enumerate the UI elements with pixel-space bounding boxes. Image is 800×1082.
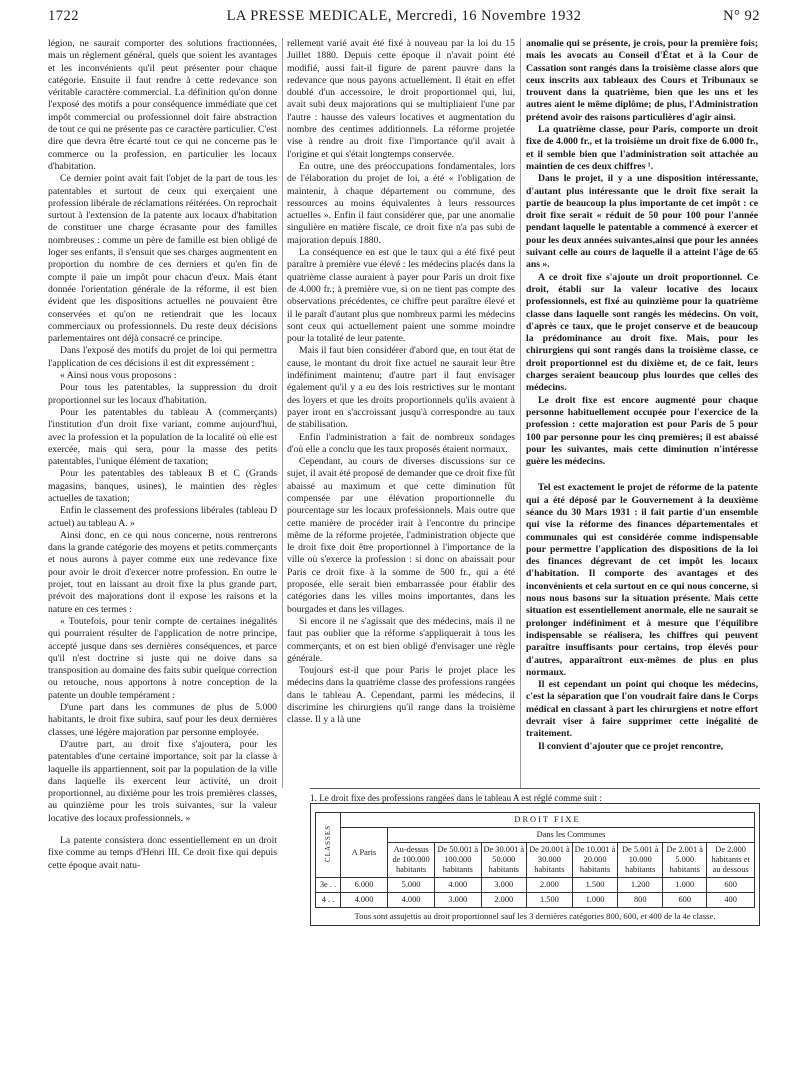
column-header: De 50.001 à 100.000 habitants bbox=[435, 843, 481, 878]
table-cell: 600 bbox=[663, 893, 707, 908]
column-1 bbox=[48, 38, 277, 872]
paragraph: Toujours est-il que pour Paris le projet place les médecins dans la quatrième classe des professions rangées dans le tableau A. Cependant, parmi les médecins, il discrimine les chirurgiens qu'il range dans la troisième classe. Il y a là une bbox=[287, 665, 515, 726]
table-note: Tous sont assujettis au droit proportionnel sauf les 3 dernières catégories 800, 600, et 400 de la 4e classe. bbox=[354, 911, 716, 921]
paragraph: Ce dernier point avait fait l'objet de la part de tous les patentables et surtout de ceux qui exerçaient une profession libérale de réclamations réitérées. On reprochait surtout à l'extension de la patente aux locaux d'habitation de constituer une charge écrasante pour des familles nombreuses : comme un père de famille est bien obligé de loger ses enfants, il s'ensuit que ses charges augmentent en proportion du nombre de ces derniers et qu'en fin de compte il paie un impôt pour chacun d'eux. Mais étant donnée l'orientation générale de la réforme, il est bien évident que les dispositions actuelles ne pouvaient être conservées et qu'on ne retiendrait que les locaux commerciaux ou professionnels. Du reste deux décisions parlementaires ont déjà consacré ce principe. bbox=[48, 173, 277, 345]
paris-header: A Paris bbox=[341, 828, 388, 878]
paragraph: Dans le projet, il y a une disposition intéressante, d'autant plus intéressante que le droit fixe serait la partie de beaucoup la plus importante de cet impôt : ce droit fixe serait « réduit de 50 pour 100 pour l'année pendant laquelle le patentable a commencé à exercer et pour les deux années suivantes,ainsi que pour les années suivant celle au cours de laquelle il a atteint l'âge de 65 ans ». bbox=[526, 173, 758, 271]
paragraph: « Toutefois, pour tenir compte de certaines inégalités qui pourraient résulter de l'application de notre principe, accepté jusque dans ses dernières conséquences, et parce qu'il n'est doctrine si juste qui ne doive dans sa transposition au domaine des faits subir quelque correction ou retouche, nous apportons à notre conception de la patente un double tempérament : bbox=[48, 615, 277, 701]
paragraph: « Ainsi nous vous proposons : bbox=[60, 370, 177, 382]
table-cell: 1.200 bbox=[618, 878, 663, 893]
paragraph: Mais il faut bien considérer d'abord que, en tout état de cause, le montant du droit fixe actuel ne saurait leur être indéfiniment maintenu; d'autre part il faut envisager également qu'il y a eu des lois restrictives sur le montant des loyers et que les droits proportionnels qu'ils avaient à payer iront en s'accroissant jusqu'à correspondre au taux de stabilisation. bbox=[287, 345, 515, 431]
column-3 bbox=[526, 38, 758, 753]
paragraph: Cependant, au cours de diverses discussions sur ce sujet, il avait été proposé de demander que ce droit fixe fût abaissé au maximum et que cette diminution fût compensée par une élévation proportionnelle du pourcentage sur les locaux professionnels. Mais outre que cette manière de procéder irait à l'encontre du principe même de la réforme projetée, l'administration objecte que le droit fixe doit être proportionnel à l'importance de la ville où s'exerce la profession : si donc on abaissait pour Paris ce droit fixe à la somme de 500 fr., qui a été proposée, elle serait bien embarrassée pour établir des catégories dans les villes moins importantes, dans les bourgades et dans les villages. bbox=[287, 456, 515, 615]
paragraph: rellement varié avait été fixé à nouveau par la loi du 15 Juillet 1880. Depuis cette époque il n'avait point été modifié, aussi fait-il figure de parent pauvre dans la redevance que nous payons actuellement. Il était en effet doublé d'un accessoire, le droit proportionnel qui, lui, avait subi deux majorations qui se multipliaient l'une par l'autre : hausse des valeurs locatives et augmentation du nombre des centimes additionnels. La réforme projetée vise à rendre au droit fixe l'importance qu'il avait à l'origine et qui s'était longtemps conservée. bbox=[287, 38, 515, 160]
paragraph: Enfin l'administration a fait de nombreux sondages d'où elle a conclu que les taux proposés étaient normaux. bbox=[287, 431, 515, 455]
column-divider bbox=[520, 38, 521, 788]
paragraph: D'une part dans les communes de plus de 5.000 habitants, le droit fixe subira, sauf pour les deux dernières classes, une légère majoration par personne employée. bbox=[48, 702, 277, 738]
table-cell: 1.000 bbox=[663, 878, 707, 893]
page-header bbox=[48, 8, 760, 30]
communes-header: Dans les Communes bbox=[388, 828, 755, 843]
table-cell: 4.000 bbox=[388, 893, 435, 908]
paragraph: Pour les patentables du tableau A (commerçants) l'institution d'un droit fixe variant, comme aujourd'hui, avec la profession et la population de la localité où elle est exercée, mais qui sera, pour la masse des petits patentables, l'unique élément de taxation; bbox=[48, 406, 277, 468]
paragraph: Il convient d'ajouter que ce projet rencontre, bbox=[538, 740, 724, 752]
table-cell: 1.500 bbox=[572, 878, 618, 893]
page-number: 1722 bbox=[48, 8, 79, 24]
footnote-text: 1. Le droit fixe des professions rangées dans le tableau A est réglé comme suit : bbox=[310, 788, 760, 803]
issue-number: N° 92 bbox=[723, 8, 760, 24]
classes-header: CLASSES bbox=[316, 813, 341, 878]
paragraph: Il est cependant un point qui choque les médecins, c'est la séparation que l'on voudrait faire dans le Corps médical en classant à part les chirurgiens et notre effort devrait viser à faire supprimer cette inégalité de traitement. bbox=[526, 679, 758, 740]
paragraph: Pour les patentables des tableaux B et C (Grands magasins, banques, usines), le maintien des règles actuelles de taxation; bbox=[48, 468, 277, 504]
table-cell: 3.000 bbox=[435, 893, 481, 908]
paragraph: La quatrième classe, pour Paris, comporte un droit fixe de 4.000 fr., et la troisième un droit fixe de 6.000 fr., et il semble bien que l'administration soit attachée au maintien de ces deux chiffres ¹. bbox=[526, 124, 758, 172]
table-cell: 3.000 bbox=[481, 878, 527, 893]
table-row bbox=[316, 878, 755, 893]
column-header: De 30.001 à 50.000 habitants bbox=[481, 843, 527, 878]
table-cell: 600 bbox=[707, 878, 755, 893]
paragraph: Enfin le classement des professions libérales (tableau D actuel) au tableau A. » bbox=[48, 505, 277, 529]
paragraph: A ce droit fixe s'ajoute un droit proportionnel. Ce droit, établi sur la valeur locative des locaux professionnels, est fixé au quinzième pour la quatrième classe dans laquelle sont rangés les médecins. On voit, d'après ce taux, que le projet conserve et de beaucoup la prédominance au droit fixe. Mais, pour les chirurgiens qui sont rangés dans la troisième classe, ce droit proportionnel est du dixième et, de ce fait, leurs charges seraient beaucoup plus lourdes que celles des médecins. bbox=[526, 271, 758, 394]
table-cell: 1.500 bbox=[527, 893, 573, 908]
tariff-table bbox=[315, 812, 755, 908]
tariff-table-box bbox=[310, 803, 760, 926]
table-cell: 1.000 bbox=[572, 893, 618, 908]
journal-title: LA PRESSE MEDICALE, Mercredi, 16 Novembre 1932 bbox=[226, 8, 582, 24]
paragraph: Tel est exactement le projet de réforme de la patente qui a été déposé par le Gouvernement à la deuxième séance du 30 Mars 1931 : il fait partie d'un ensemble qui vise la réforme des finances départementales et communales qui est considérée comme indispensable pour permettre l'application des dispositions de la loi des finances dégrevant de cet impôt les locaux d'habitation. Il comporte des avantages et des inconvénients et cela surtout en ce qui nous concerne, si nous nous basons sur la situation présente. Mais cette situation est essentiellement anormale, elle ne saurait se prolonger indéfiniment et à mesure que l'équilibre indispensable se réalisera, les chiffres qui peuvent paraître insuffisants pour certains, trop élevés pour d'autres, apparaîtront eux-mêmes de plus en plus normaux. bbox=[526, 482, 758, 678]
column-header: De 2.001 à 5.000 habitants bbox=[663, 843, 707, 878]
paragraph: La patente consistera donc essentiellement en un droit fixe comme au temps d'Henri III. Ce droit fixe qui depuis cette époque avait natu- bbox=[48, 835, 277, 871]
footnote bbox=[310, 788, 760, 926]
column-header: De 5.001 à 10.000 habitants bbox=[618, 843, 663, 878]
paragraph: La conséquence en est que le taux qui a été fixé peut paraître à première vue élevé : les médecins placés dans la quatrième classe auraient à payer pour Paris un droit fixe de 4.000 fr.; à première vue, si on ne tient pas compte des observations précédentes, ce chiffre peut paraître élevé et il le paraît d'autant plus que nombreux parmi les médecins sont ceux qui actuellement paient une somme moindre pour la totalité de leur patente. bbox=[287, 247, 515, 345]
paragraph: Le droit fixe est encore augmenté pour chaque personne habituellement occupée pour l'exercice de la profession : cette majoration est pour Paris de 5 pour 100 par personne pour les cinq premières; il est abaissé pour les suivantes, mais cette diminution n'intéresse guère les médecins. bbox=[526, 394, 758, 468]
table-cell: 6.000 bbox=[341, 878, 388, 893]
table-cell: 2.000 bbox=[527, 878, 573, 893]
paragraph: D'autre part, au droit fixe s'ajoutera, pour les patentables d'une certaine importance, soit par la classe à laquelle ils appartiennent, soit par la population de la ville dans laquelle ils exercent leur activité, un droit proportionnel, au dixième pour les trois premières classes, au quinzième pour les trois suivantes, sur la valeur locative des locaux professionnels. » bbox=[48, 738, 277, 824]
column-divider bbox=[282, 38, 283, 788]
column-header: De 2.000 habitants et au dessous bbox=[707, 843, 755, 878]
table-cell: 4 . . bbox=[316, 893, 341, 908]
paragraph: Dans l'exposé des motifs du projet de loi qui permettra l'application de ces décisions il est dit expressément : bbox=[48, 345, 277, 369]
paragraph: anomalie qui se présente, je crois, pour la première fois; mais les avocats au Conseil d'État et à la Cour de Cassation sont rangés dans la troisième classe alors que ceux inscrits aux tableaux des Cours et Tribunaux se trouvent dans la quatrième, bien que les uns et les autres aient le même diplôme; de plus, l'Administration prétend avoir des raisons particulières d'agir ainsi. bbox=[526, 38, 758, 123]
table-cell: 800 bbox=[618, 893, 663, 908]
column-header: De 20.001 à 30.000 habitants bbox=[527, 843, 573, 878]
table-cell: 3e . . bbox=[316, 878, 341, 893]
paragraph: Pour tous les patentables, la suppression du droit proportionnel sur les locaux d'habitation. bbox=[48, 382, 277, 406]
table-row bbox=[316, 893, 755, 908]
paragraph: légion, ne saurait comporter des solutions fractionnées, mais un règlement général, quels que soient les avantages et les inconvénients qu'il peut présenter pour chaque catégorie. Ensuite il faut rendre à cette redevance son véritable caractère commercial. La définition qu'on donne l'exposé des motifs a pour conséquence immédiate que cet impôt commercial ou professionnel doit faire abstraction de tout ce qui ne présente pas ce caractère particulier. C'est dire que devra être écarté tout ce qui ne concerne pas le commerce ou la profession, en particulier les locaux d'habitation. bbox=[48, 38, 277, 172]
table-cell: 5.000 bbox=[388, 878, 435, 893]
droit-fixe-header: DROIT FIXE bbox=[341, 813, 755, 828]
table-cell: 4.000 bbox=[435, 878, 481, 893]
paragraph: Si encore il ne s'agissait que des médecins, mais il ne faut pas oublier que la réforme s'appliquerait à tous les commerçants, et on est bien obligé d'envisager une règle générale. bbox=[287, 615, 515, 664]
table-cell: 400 bbox=[707, 893, 755, 908]
table-cell: 4.000 bbox=[341, 893, 388, 908]
column-header: Au-dessus de 100.000 habitants bbox=[388, 843, 435, 878]
column-2 bbox=[287, 38, 515, 727]
table-cell: 2.000 bbox=[481, 893, 527, 908]
paragraph: Ainsi donc, en ce qui nous concerne, nous rentrerons dans la grande catégorie des moyens et petits commerçants et nous aurons à payer comme eux une redevance fixe pour avoir le droit d'exercer notre profession. En outre le projet, tout en laissant au droit fixe la plus grande part, prévoit des majorations dont il expose les raisons et la nature en ces termes : bbox=[48, 529, 277, 615]
paragraph: En outre, une des préoccupations fondamentales, lors de l'élaboration du projet de loi, a été « l'obligation de maintenir, à chaque département ou commune, des ressources au moins équivalentes à leurs ressources actuelles ». Enfin il faut considérer que, par une anomalie singulière en matière fiscale, ce droit fixe n'a pas subi de majoration depuis 1880. bbox=[287, 160, 515, 246]
column-header: De 10.001 à 20.000 habitants bbox=[572, 843, 618, 878]
